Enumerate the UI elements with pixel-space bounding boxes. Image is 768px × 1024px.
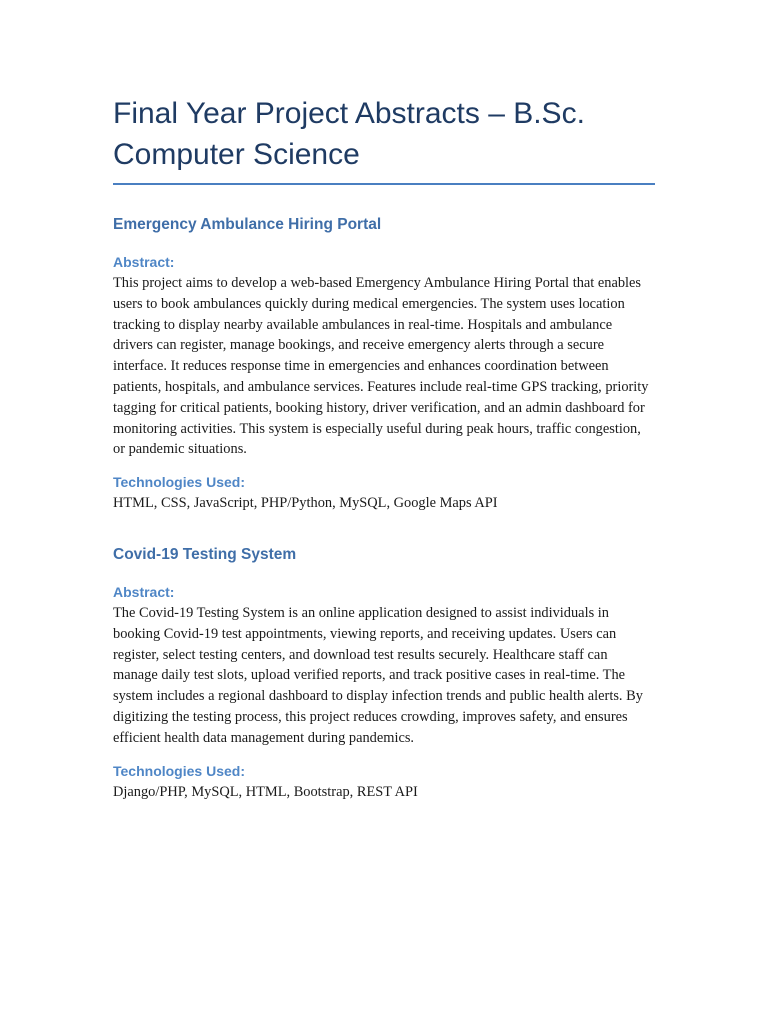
technologies-text: HTML, CSS, JavaScript, PHP/Python, MySQL, Google Maps API	[113, 495, 498, 512]
technologies-label: Technologies Used:	[113, 474, 245, 491]
project-section-ambulance	[113, 215, 655, 514]
title-line-1: Final Year Project Abstracts – B.Sc.	[113, 97, 585, 130]
project-section-covid	[113, 545, 655, 802]
technologies-label: Technologies Used:	[113, 762, 245, 779]
abstract-label: Abstract:	[113, 254, 175, 270]
project-heading: Emergency Ambulance Hiring Portal	[113, 216, 382, 233]
document-title	[113, 93, 655, 185]
document-page	[113, 93, 655, 802]
title-line-2: Computer Science	[113, 138, 360, 171]
abstract-text: The Covid-19 Testing System is an online application designed to assist individuals in booking Covid-19 test appointments, viewing reports, and receiving updates. Users can register, select testing centers, and download test results securely. Healthcare staff can manage daily test slots, upload verified reports, and track positive cases in real-time. The system includes a regional dashboard to display infection trends and public health alerts. By digitizing the testing process, this project reduces crowding, improves safety, and ensures efficient health data management during pandemics.	[113, 604, 643, 746]
abstract-text: This project aims to develop a web-based Emergency Ambulance Hiring Portal that enables users to book ambulances quickly during medical emergencies. The system uses location tracking to display nearby available ambulances in real-time. Hospitals and ambulance drivers can register, manage bookings, and receive emergency alerts through a secure interface. It reduces response time in emergencies and enhances coordination between patients, hospitals, and ambulance services. Features include real-time GPS tracking, priority tagging for critical patients, booking history, driver verification, and an admin dashboard for monitoring activities. This system is especially useful during peak hours, traffic congestion, or pandemic situations.	[113, 275, 649, 458]
project-heading: Covid-19 Testing System	[113, 545, 297, 563]
abstract-label: Abstract:	[113, 583, 175, 600]
technologies-text: Django/PHP, MySQL, HTML, Bootstrap, REST API	[113, 783, 418, 800]
